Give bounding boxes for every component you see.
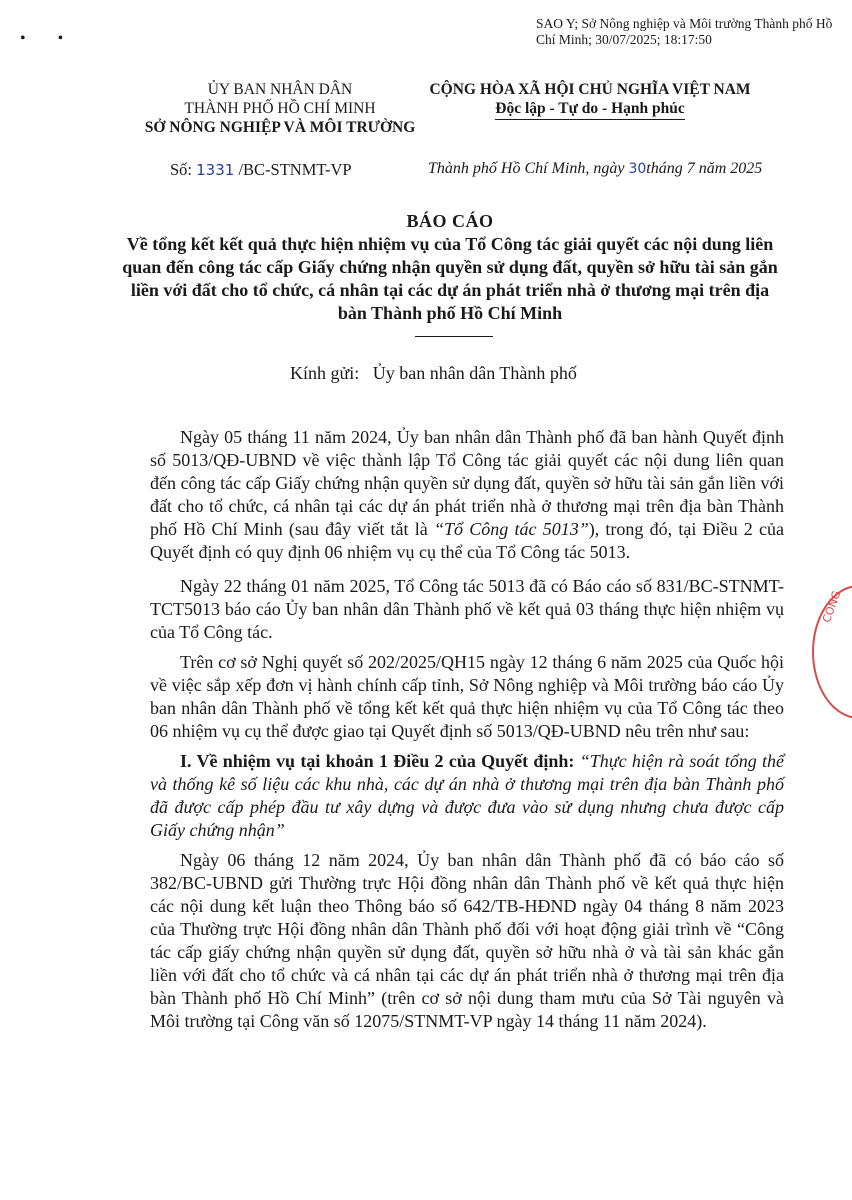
seal-text: CÔNG: [820, 588, 844, 625]
paragraph-1-text-c: ), trong đó, tại Điều 2 của Quyết định có quy định 06 nhiệm vụ cụ thể của Tổ Công tác 5013.: [150, 519, 785, 562]
national-header: [420, 80, 760, 120]
paragraph-1-text-a: Ngày 05 tháng 11 năm 2024, Ủy ban nhân dân Thành phố đã ban hành Quyết định số 5013/QĐ-UBND về việc thành lập Tổ Công tác giải quyết các nội dung liên quan đến công tác cấp Giấy chứng nhận quyền sử dụng đất, quyền sở hữu tài sản gắn liền với đất cho tổ chức, cá nhân tại các dự án phát triển nhà ở thương mại trên địa bàn Thành phố Hồ Chí Minh (sau đây viết tắt là: [150, 427, 784, 539]
paragraph-1: [150, 426, 784, 564]
issuing-agency: [130, 80, 430, 137]
national-title: CỘNG HÒA XÃ HỘI CHỦ NGHĨA VIỆT NAM: [429, 81, 751, 98]
date-part-2: tháng 7 năm 2025: [646, 160, 763, 177]
report-heading: BÁO CÁO: [406, 211, 494, 231]
recipient-line: Kính gửi: Ủy ban nhân dân Thành phố: [290, 363, 577, 383]
section-1-quote: “Thực hiện rà soát tổng thể và thống kê số liệu các khu nhà, các dự án nhà ở thương mại trên địa bàn Thành phố đã được cấp phép đầu tư xây dựng và được đưa vào sử dụng nhưng chưa được cấp Giấy chứng nhận”: [150, 751, 785, 840]
report-title: [120, 210, 780, 325]
copy-stamp: SAO Y; Sở Nông nghiệp và Môi trường Thành phố Hồ Chí Minh; 30/07/2025; 18:17:50: [536, 16, 833, 47]
paragraph-1-italic: “Tổ Công tác 5013”: [434, 519, 589, 539]
scan-marks: • •: [20, 30, 78, 47]
paragraph-3: Trên cơ sở Nghị quyết số 202/2025/QH15 ngày 12 tháng 6 năm 2025 của Quốc hội về việc sắp xếp đơn vị hành chính cấp tỉnh, Sở Nông nghiệp và Môi trường báo cáo Ủy ban nhân dân Thành phố về tổng kết kết quả thực hiện nhiệm vụ của Tổ Công tác theo 06 nhiệm vụ cụ thể được giao tại Quyết định số 5013/QĐ-UBND nêu trên như sau:: [150, 652, 784, 741]
handwritten-day: 30: [628, 161, 647, 177]
section-1: [150, 750, 784, 842]
agency-line-2: THÀNH PHỐ HỒ CHÍ MINH: [184, 100, 376, 117]
section-1-heading: I. Về nhiệm vụ tại khoản 1 Điều 2 của Quyết định:: [180, 751, 575, 771]
report-subtitle: Về tổng kết kết quả thực hiện nhiệm vụ của Tổ Công tác giải quyết các nội dung liên quan đến công tác cấp Giấy chứng nhận quyền sử dụng đất, quyền sở hữu tài sản gắn liền với đất cho tổ chức, cá nhân tại các dự án phát triển nhà ở thương mại trên địa bàn Thành phố Hồ Chí Minh: [122, 234, 778, 323]
agency-line-1: ỦY BAN NHÂN DÂN: [207, 81, 353, 98]
number-suffix: /BC-STNMT-VP: [238, 160, 352, 179]
issue-date: [428, 160, 762, 178]
title-divider: [415, 336, 493, 337]
national-motto: Độc lập - Tự do - Hạnh phúc: [495, 99, 684, 120]
handwritten-number: 1331: [196, 161, 235, 179]
document-number: [170, 160, 352, 180]
paragraph-2: Ngày 22 tháng 01 năm 2025, Tổ Công tác 5013 đã có Báo cáo số 831/BC-STNMT-TCT5013 báo cáo Ủy ban nhân dân Thành phố về kết quả 03 tháng thực hiện nhiệm vụ của Tổ Công tác.: [150, 576, 784, 642]
agency-line-3: SỞ NÔNG NGHIỆP VÀ MÔI TRƯỜNG: [144, 119, 416, 136]
paragraph-5: Ngày 06 tháng 12 năm 2024, Ủy ban nhân dân Thành phố đã có báo cáo số 382/BC-UBND gửi Thường trực Hội đồng nhân dân Thành phố về kết quả thực hiện các nội dung kết luận theo Thông báo số 642/TB-HĐND ngày 04 tháng 8 năm 2023 của Thường trực Hội đồng nhân dân Thành phố đối với hoạt động giải trình về “Công tác cấp giấy chứng nhận quyền sử dụng đất, quyền sở hữu nhà ở và tài sản khác gắn liền với đất cho tổ chức và cá nhân tại các dự án phát triển nhà ở thương mại trên địa bàn Thành phố Hồ Chí Minh” (trên cơ sở nội dung tham mưu của Sở Tài nguyên và Môi trường tại Công văn số 12075/STNMT-VP ngày 14 tháng 11 năm 2024).: [150, 850, 784, 1031]
report-body: [150, 426, 784, 1044]
date-part-1: Thành phố Hồ Chí Minh, ngày: [428, 160, 625, 177]
number-prefix: Số:: [170, 160, 193, 179]
